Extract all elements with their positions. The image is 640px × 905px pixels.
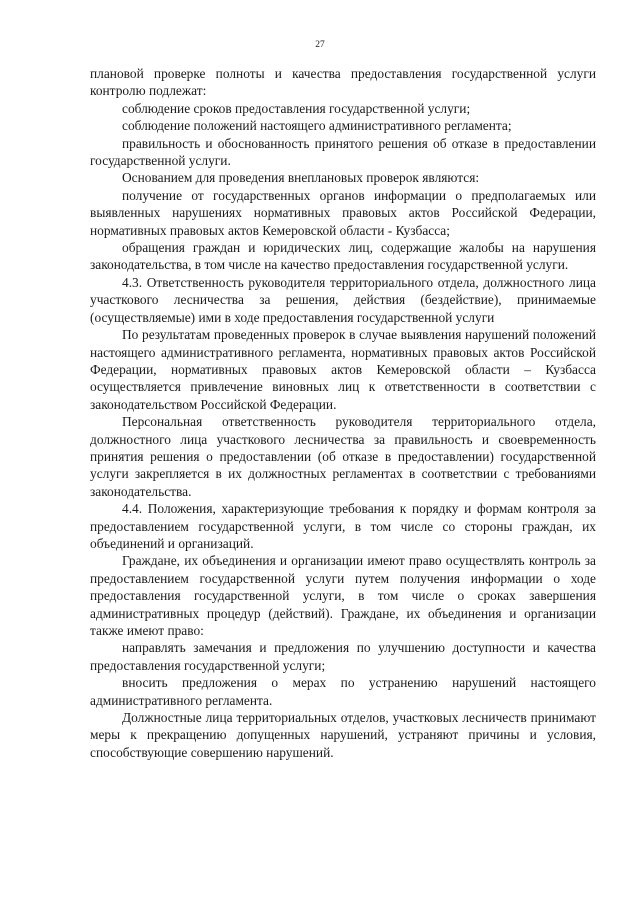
paragraph-12: Граждане, их объединения и организации имеют право осуществлять контроль за предоставлением государственной услуги путем получения информации о ходе предоставления государственной услуги, в том числе о сроках завершения административных процедур (действий). Граждане, их объединения и организации также имеют право: — [90, 553, 596, 638]
paragraph-2: соблюдение сроков предоставления государственной услуги; — [122, 100, 471, 116]
paragraph-5: Основанием для проведения внеплановых проверок являются: — [122, 170, 480, 186]
paragraph-15: Должностные лица территориальных отделов, участковых лесничеств принимают меры к прекращению допущенных нарушений, устраняют причины и условия, способствующие совершению нарушений. — [90, 710, 596, 760]
paragraph-6: получение от государственных органов информации о предполагаемых или выявленных нарушениях нормативных правовых актов Российской Федерации, нормативных правовых актов Кемеровской области - Кузбасса; — [90, 187, 596, 238]
paragraph-1: плановой проверке полноты и качества предоставления государственной услуги контролю подлежат: — [90, 66, 596, 99]
section-heading-4-4: 4.4. Положения, характеризующие требования к порядку и формам контроля за предоставлением государственной услуги, в том числе со стороны граждан, их объединений и организаций. — [90, 501, 596, 551]
document-body — [90, 65, 596, 761]
section-heading-4-3: 4.3. Ответственность руководителя территориального отдела, должностного лица участкового лесничества за решения, действия (бездействие), принимаемые (осуществляемые) ими в ходе предоставления государственной услуги — [90, 274, 596, 325]
paragraph-14: вносить предложения о мерах по устранению нарушений настоящего административного регламента. — [90, 675, 596, 708]
paragraph-9: По результатам проведенных проверок в случае выявления нарушений положений настоящего административного регламента, нормативных правовых актов Российской Федерации, нормативных правовых актов Кемеровской области – Кузбасса осуществляется привлечение виновных лиц к ответственности в соответствии с законодательством Российской Федерации. — [90, 327, 596, 412]
page-number: 27 — [315, 40, 325, 50]
paragraph-4: правильность и обоснованность принятого решения об отказе в предоставлении государственной услуги. — [90, 135, 596, 169]
paragraph-10: Персональная ответственность руководителя территориального отдела, должностного лица участкового лесничества за правильность и своевременность принятия решения о предоставлении (об отказе в предоставлении) государственной услуги закрепляется в их должностных регламентах в соответствии с требованиями законодательства. — [90, 414, 596, 499]
paragraph-3: соблюдение положений настоящего административного регламента; — [122, 118, 512, 134]
paragraph-7: обращения граждан и юридических лиц, содержащие жалобы на нарушения законодательства, в том числе на качество предоставления государственной услуги. — [90, 240, 596, 273]
paragraph-13: направлять замечания и предложения по улучшению доступности и качества предоставления государственной услуги; — [90, 640, 596, 673]
